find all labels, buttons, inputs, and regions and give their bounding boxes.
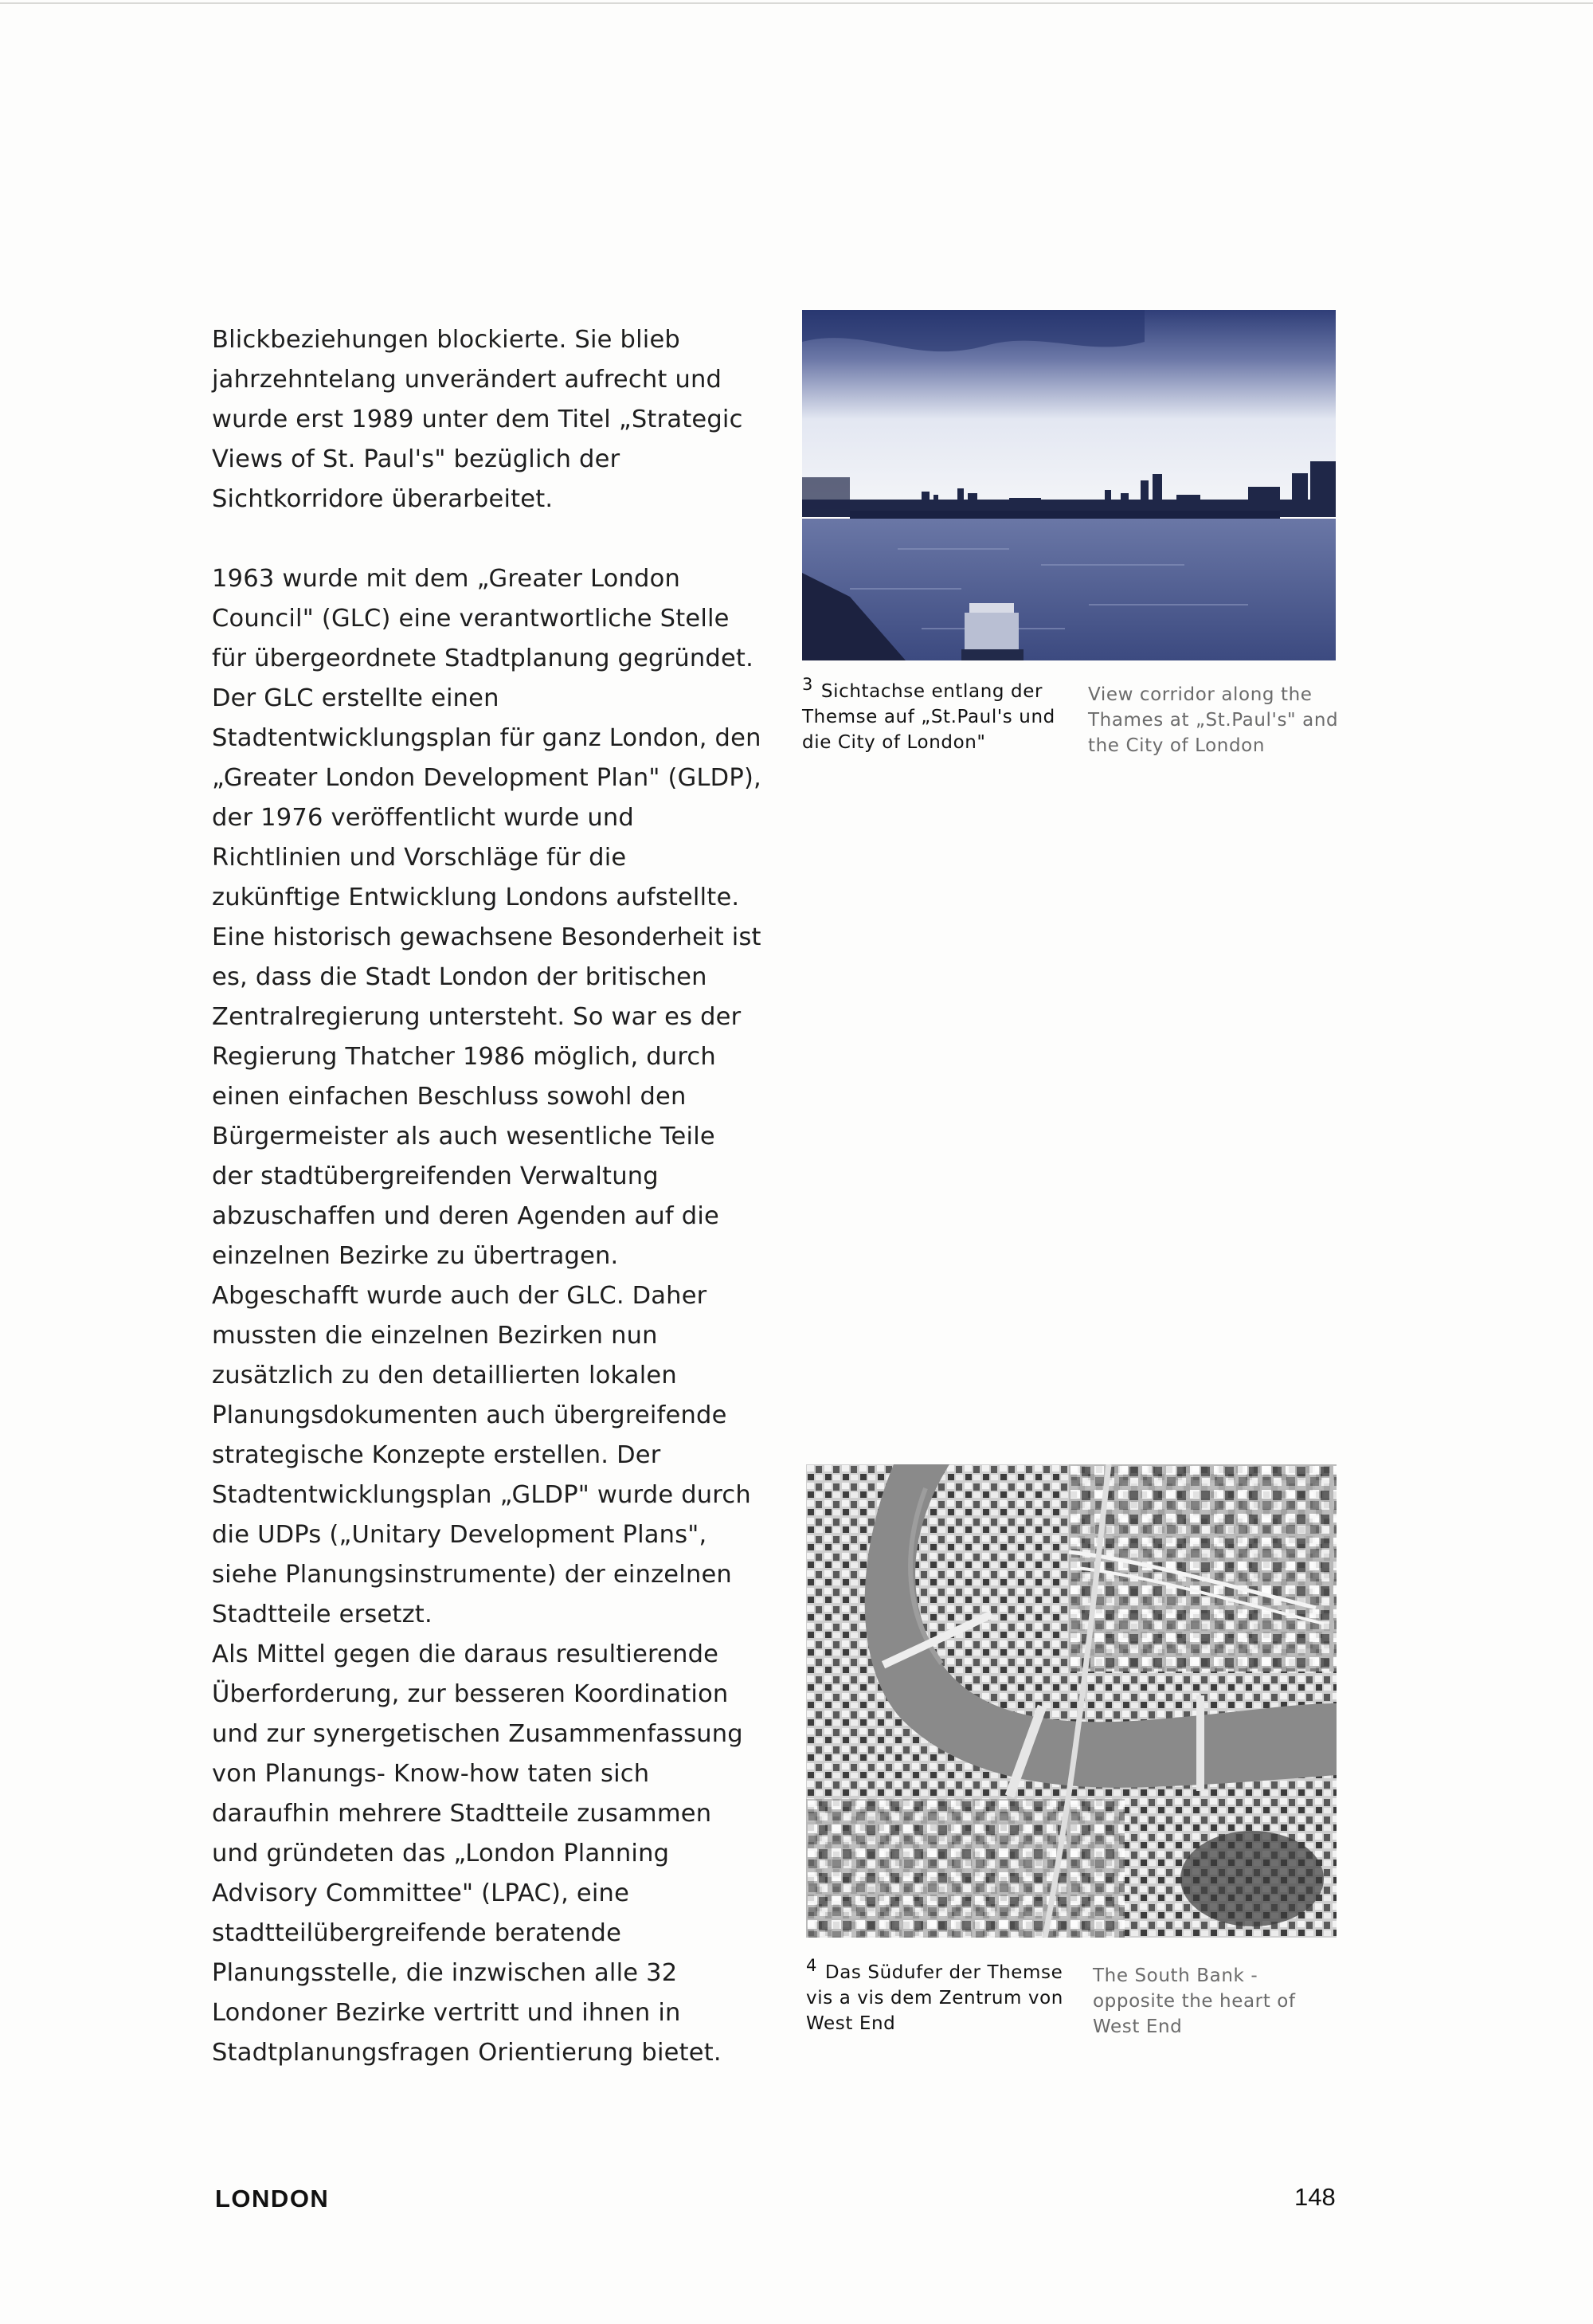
page-top-edge	[0, 2, 1593, 4]
thames-view-photo	[802, 310, 1336, 660]
page-number: 148	[1294, 2183, 1336, 2211]
figure-3-caption-en: View corridor along the Thames at „St.Paul's" and the City of London	[1088, 684, 1339, 756]
figure-4-caption-en: The South Bank - opposite the heart of West End	[1093, 1965, 1296, 2037]
figure-3-number: 3	[802, 675, 813, 695]
body-text-column	[212, 320, 761, 2073]
figure-4-caption-de	[806, 1956, 1069, 2036]
body-paragraph-2: 1963 wurde mit dem „Greater London Council" (GLC) eine verantwortliche Stelle für übergeordnete Stadtplanung gegründet. Der GLC erstellte einen Stadtentwicklungsplan für ganz London, den „Greater London Development Plan" (GLDP), der 1976 veröffentlicht wurde und Richtlinien und Vorschläge für die zukünftige Entwicklung Londons aufstellte.	[212, 565, 761, 911]
body-paragraph-3: Eine historisch gewachsene Besonderheit ist es, dass die Stadt London der britischen Zentralregierung untersteht. So war es der Regierung Thatcher 1986 möglich, durch einen einfachen Beschluss sowohl den Bürgermeister als auch wesentliche Teile der stadtübergreifenden Verwaltung abzuschaffen und deren Agenden auf die einzelnen Bezirke zu übertragen. Abgeschafft wurde auch der GLC. Daher mussten die einzelnen Bezirken nun zusätzlich zu den detaillierten lokalen Planungsdokumenten auch übergreifende strategische Konzepte erstellen. Der Stadtentwicklungsplan „GLDP" wurde durch die UDPs („Unitary Development Plans", siehe Planungsinstrumente) der einzelnen Stadtteile ersetzt.	[212, 923, 761, 1628]
footer-section-title: LONDON	[215, 2185, 330, 2212]
south-bank-aerial-photo	[806, 1464, 1337, 1938]
body-paragraph-1: Blickbeziehungen blockierte. Sie blieb jahrzehntelang unverändert aufrecht und wurde erst 1989 unter dem Titel „Strategic Views of St. Paul's" bezüglich der Sichtkorridore überarbeitet.	[212, 326, 743, 513]
figure-4-number: 4	[806, 1956, 817, 1976]
figure-3-caption-de-text: Sichtachse entlang der Themse auf „St.Paul's und die City of London"	[802, 681, 1055, 753]
figure-3-caption-de	[802, 675, 1065, 755]
thames-photo-graphic	[802, 310, 1336, 660]
aerial-photo-graphic	[806, 1464, 1337, 1938]
figure-4-caption-de-text: Das Südufer der Themse vis a vis dem Zentrum von West End	[806, 1962, 1063, 2034]
body-paragraph-4: Als Mittel gegen die daraus resultierende Überforderung, zur besseren Koordination und zur synergetischen Zusammenfassung von Planungs- Know-how taten sich daraufhin mehrere Stadtteile zusammen und gründeten das „London Planning Advisory Committee" (LPAC), eine stadtteilübergreifende beratende Planungsstelle, die inzwischen alle 32 Londoner Bezirke vertritt und ihnen in Stadtplanungsfragen Orientierung bietet.	[212, 1640, 743, 2067]
